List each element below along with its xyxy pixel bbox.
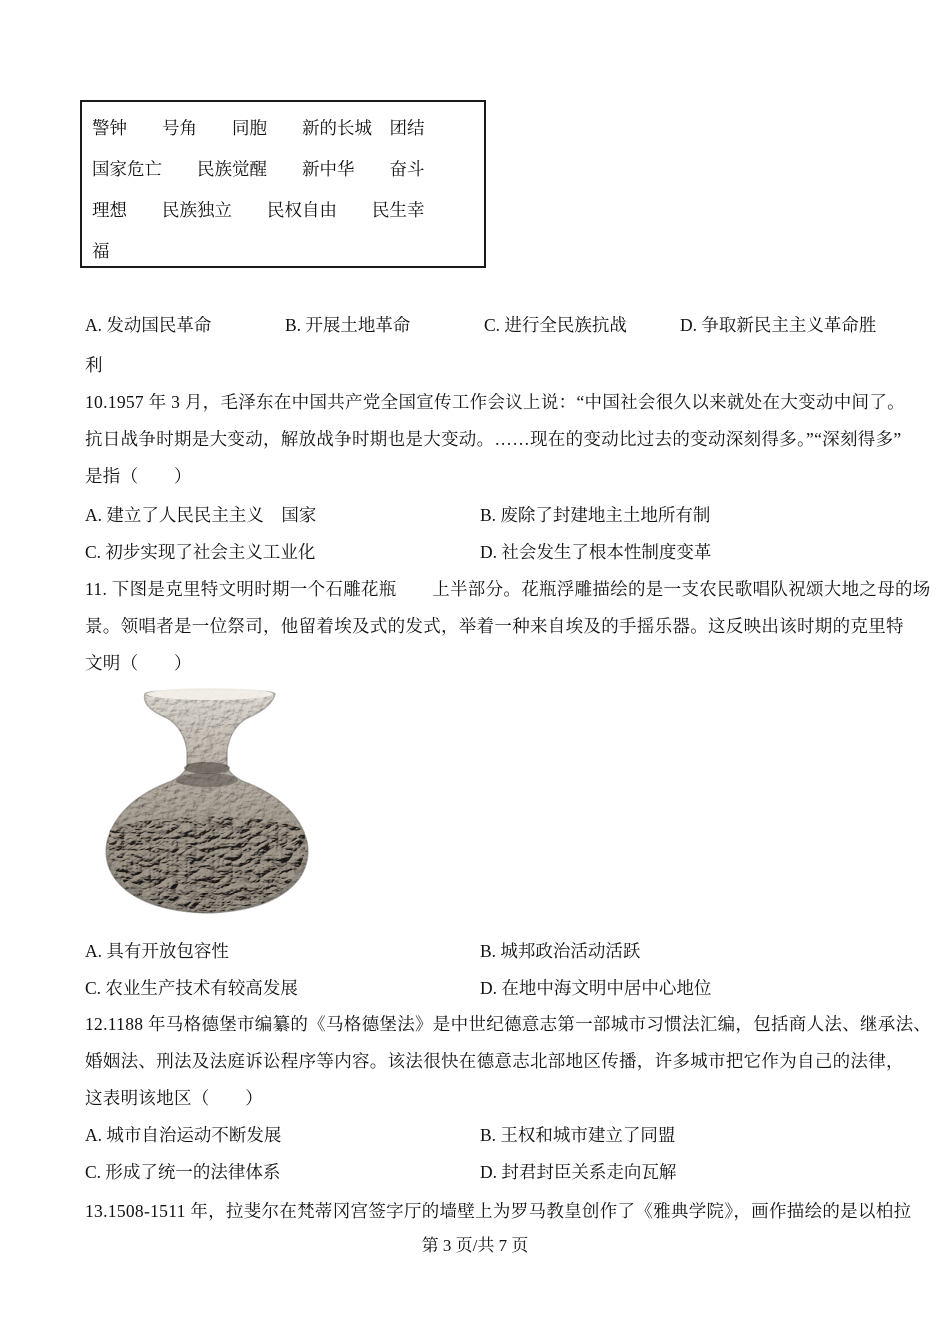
question-12-text [85, 1006, 932, 1117]
q10-option-a: A. 建立了人民民主主义 国家 [85, 505, 317, 525]
q12-option-c: C. 形成了统一的法律体系 [85, 1162, 281, 1182]
q11-option-d: D. 在地中海文明中居中心地位 [480, 978, 712, 998]
q12-line-1: 12.1188 年马格德堡市编纂的《马格德堡法》是中世纪德意志第一部城市习惯法汇编，包括商人法、继承法、 [85, 1014, 932, 1034]
q9-option-b: B. 开展土地革命 [285, 315, 411, 335]
question-10-text [85, 384, 905, 495]
word-box-line-2: 国家危亡 民族觉醒 新中华 奋斗 [92, 159, 425, 179]
question-11-options-row-1 [85, 931, 885, 971]
q12-option-b: B. 王权和城市建立了同盟 [480, 1125, 676, 1145]
question-13-text-line-1: 13.1508-1511 年，拉斐尔在梵蒂冈宫签字厅的墙壁上为罗马教皇创作了《雅典学院》，画作描绘的是以柏拉 [85, 1201, 912, 1221]
page-number-footer: 第 3 页/共 7 页 [421, 1236, 529, 1255]
q12-line-3: 这表明该地区（ ） [85, 1088, 263, 1108]
q11-vase-figure [88, 684, 323, 922]
q9-option-a: A. 发动国民革命 [85, 315, 212, 335]
q10-option-b: B. 废除了封建地主土地所有制 [480, 505, 711, 525]
word-box-line-1: 警钟 号角 同胞 新的长城 团结 [92, 118, 425, 138]
q11-option-a: A. 具有开放包容性 [85, 941, 229, 961]
q11-option-b: B. 城邦政治活动活跃 [480, 941, 641, 961]
word-cloud-box [80, 100, 486, 268]
question-10-options-row-2 [85, 532, 885, 572]
question-12-options-row-1 [85, 1115, 885, 1155]
word-box-line-3: 理想 民族独立 民权自由 民生幸 [92, 200, 425, 220]
question-10-options-row-1 [85, 495, 885, 535]
q11-line-1: 11. 下图是克里特文明时期一个石雕花瓶 上半部分。花瓶浮雕描绘的是一支农民歌唱队祝颂大地之母的场 [85, 579, 931, 599]
q10-line-2: 抗日战争时期是大变动，解放战争时期也是大变动。……现在的变动比过去的变动深刻得多。”“深刻得多” [85, 429, 902, 449]
q9-option-d: D. 争取新民主主义革命胜 [680, 315, 877, 335]
q10-line-1: 10.1957 年 3 月，毛泽东在中国共产党全国宣传工作会议上说：“中国社会很久以来就处在大变动中间了。 [85, 392, 905, 412]
q12-option-a: A. 城市自治运动不断发展 [85, 1125, 282, 1145]
q10-line-3: 是指（ ） [85, 466, 192, 486]
q11-option-c: C. 农业生产技术有较高发展 [85, 978, 298, 998]
q10-option-c: C. 初步实现了社会主义工业化 [85, 542, 316, 562]
q10-option-d: D. 社会发生了根本性制度变革 [480, 542, 712, 562]
q11-line-2: 景。领唱者是一位祭司，他留着埃及式的发式，举着一种来自埃及的手摇乐器。这反映出该时期的克里特 [85, 616, 904, 636]
word-box-line-4: 福 [92, 241, 110, 261]
q12-option-d: D. 封君封臣关系走向瓦解 [480, 1162, 677, 1182]
q9-option-c: C. 进行全民族抗战 [484, 315, 627, 335]
q9-option-d-wrap: 利 [85, 355, 103, 375]
question-12-options-row-2 [85, 1152, 885, 1192]
question-11-text [85, 571, 931, 682]
stone-vase-image [88, 684, 323, 922]
q11-line-3: 文明（ ） [85, 653, 192, 673]
q12-line-2: 婚姻法、刑法及法庭诉讼程序等内容。该法很快在德意志北部地区传播，许多城市把它作为自己的法律， [85, 1051, 904, 1071]
question-11-options-row-2 [85, 968, 885, 1008]
